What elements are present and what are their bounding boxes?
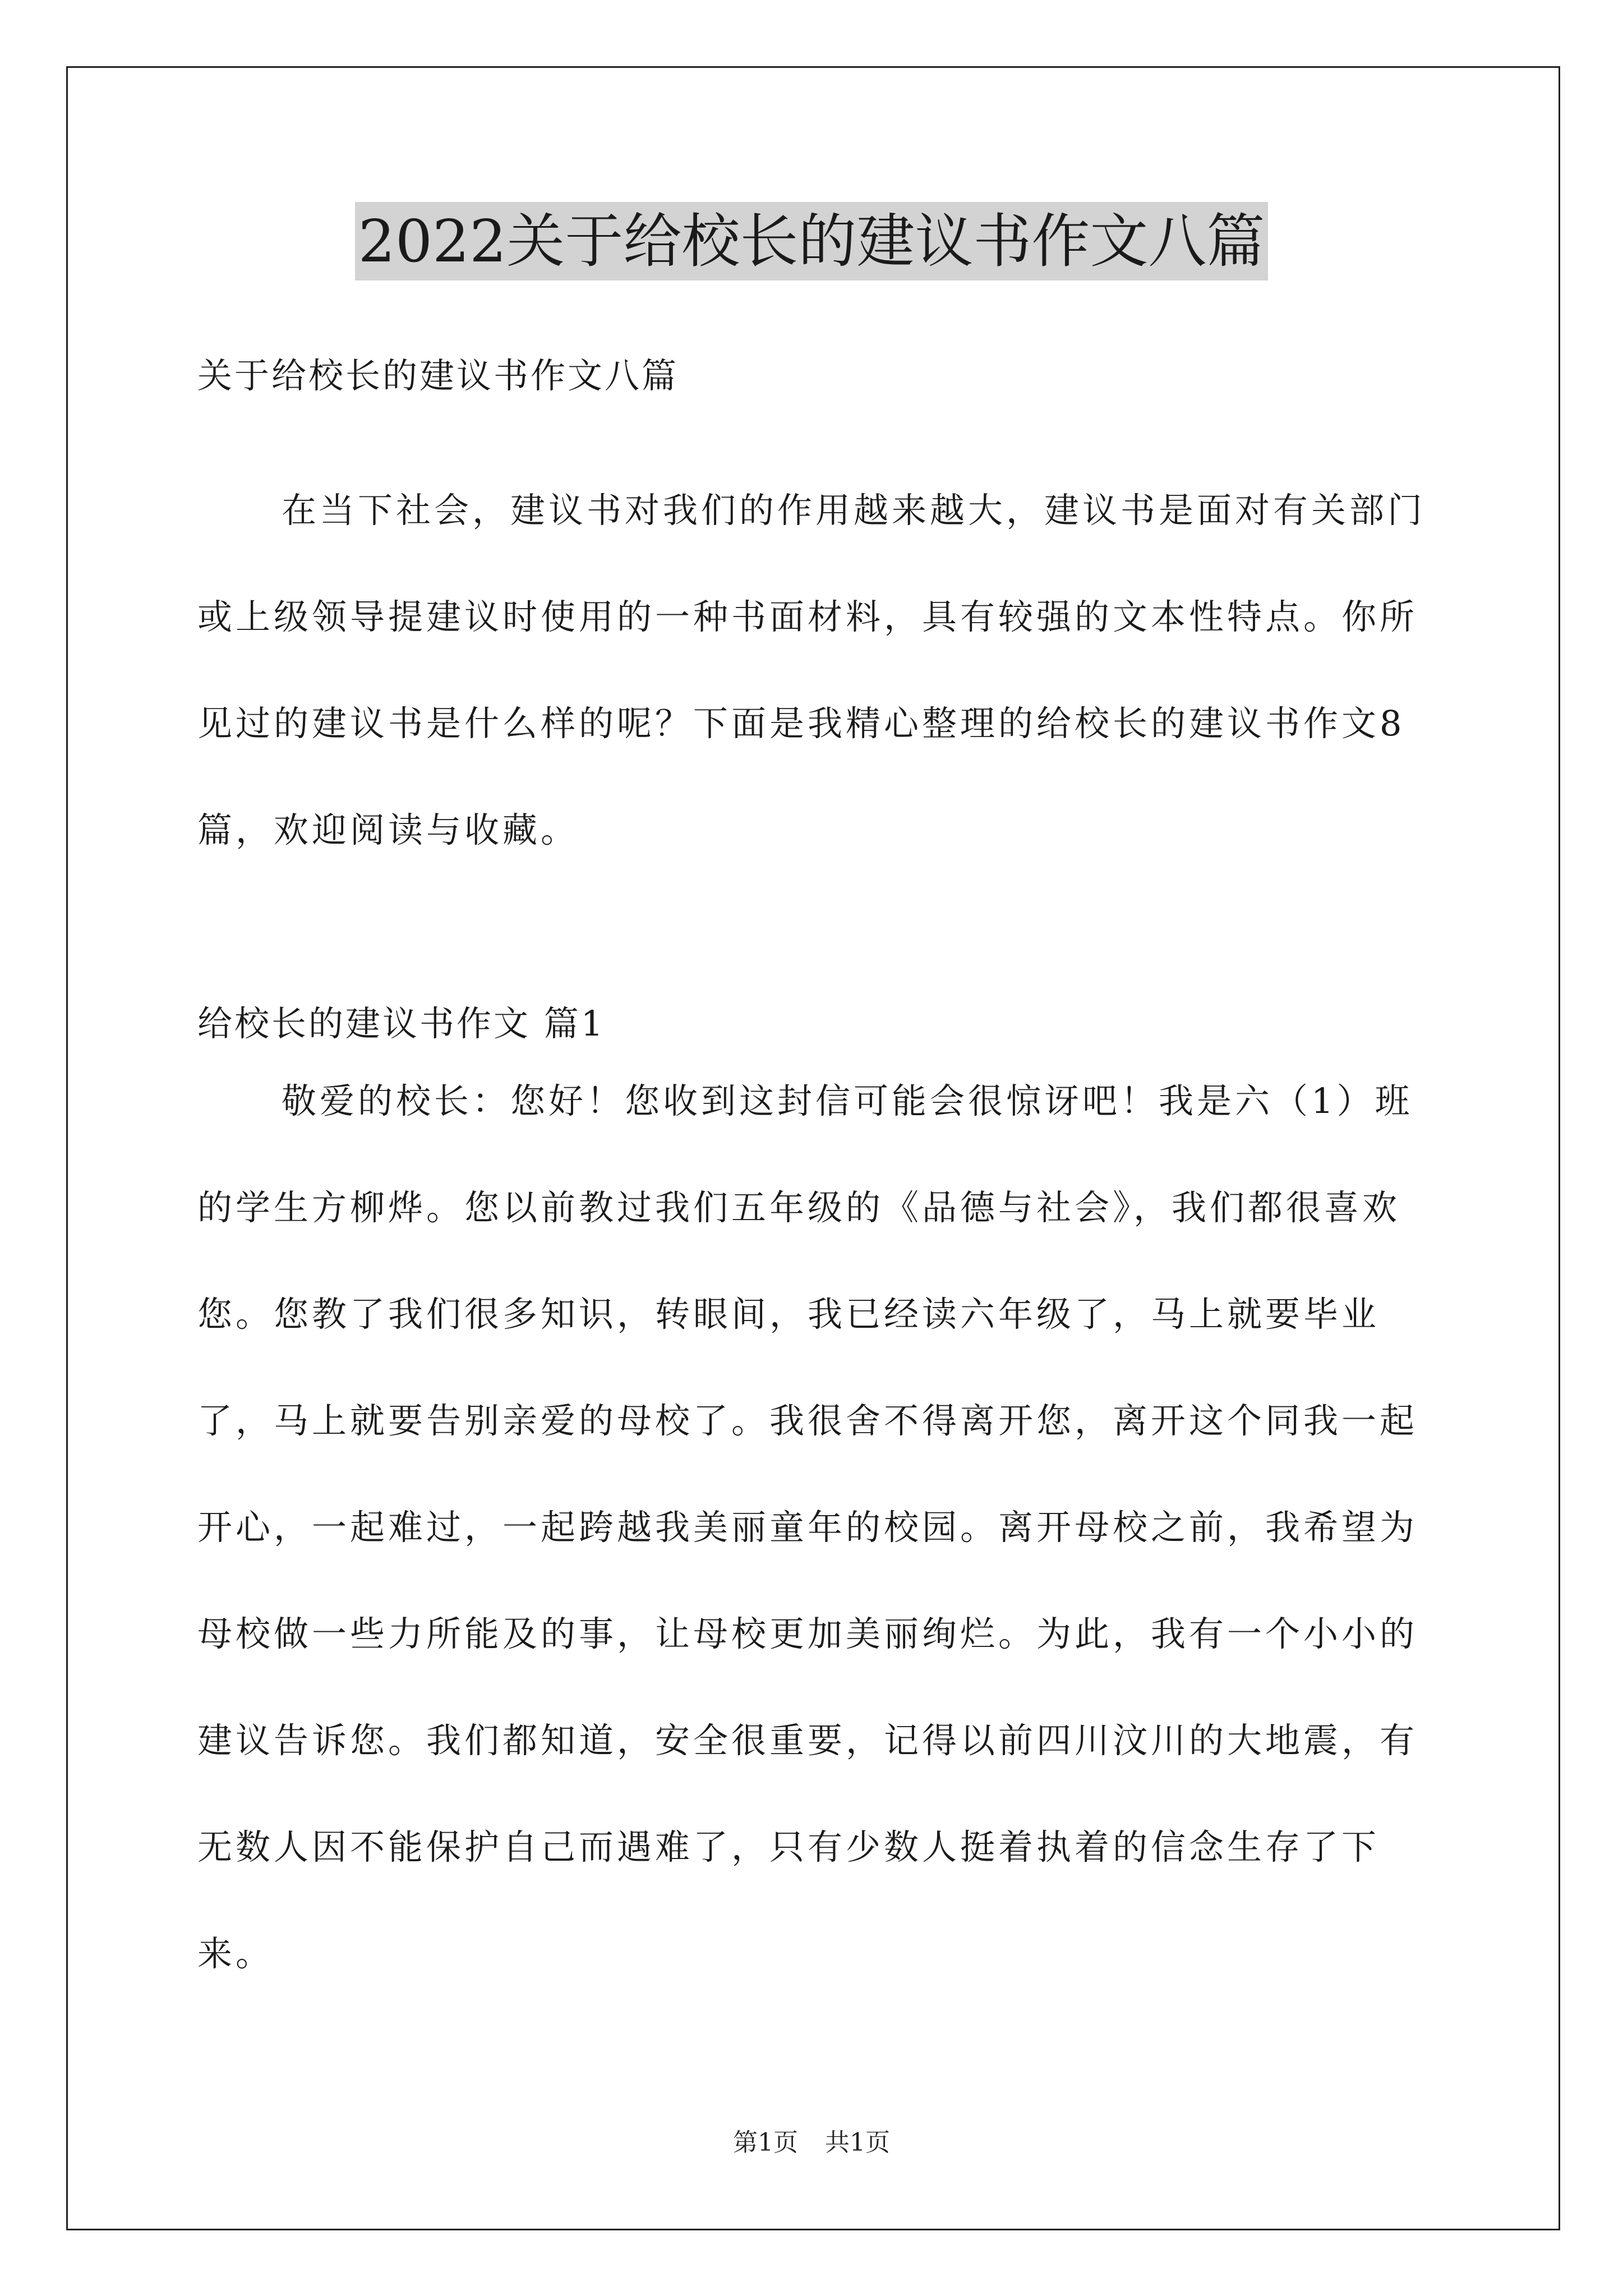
intro-paragraph: 在当下社会，建议书对我们的作用越来越大，建议书是面对有关部门或上级领导提建议时使用的一种书面材料，具有较强的文本性特点。你所见过的建议书是什么样的呢？下面是我精心整理的给校长的建议书作文8篇，欢迎阅读与收藏。 <box>197 490 1426 850</box>
document-title: 2022关于给校长的建议书作文八篇 <box>355 202 1269 280</box>
footer-page-current: 第1页 <box>733 2128 798 2157</box>
footer-page-total: 共1页 <box>825 2128 890 2157</box>
section-paragraph: 敬爱的校长：您好！您收到这封信可能会很惊讶吧！我是六（1）班的学生方柳烨。您以前教过我们五年级的《品德与社会》，我们都很喜欢您。您教了我们很多知识，转眼间，我已经读六年级了，马上就要毕业了，马上就要告别亲爱的母校了。我很舍不得离开您，离开这个同我一起开心，一起难过，一起跨越我美丽童年的校园。离开母校之前，我希望为母校做一些力所能及的事，让母校更加美丽绚烂。为此，我有一个小小的建议告诉您。我们都知道，安全很重要，记得以前四川汶川的大地震，有无数人因不能保护自己而遇难了，只有少数人挺着执着的信念生存了下来。 <box>197 1080 1418 1974</box>
section-heading: 给校长的建议书作文 篇1 <box>197 1003 606 1044</box>
page-footer <box>0 2126 1623 2160</box>
document-title-block <box>0 202 1623 298</box>
document-subtitle: 关于给校长的建议书作文八篇 <box>197 355 679 396</box>
